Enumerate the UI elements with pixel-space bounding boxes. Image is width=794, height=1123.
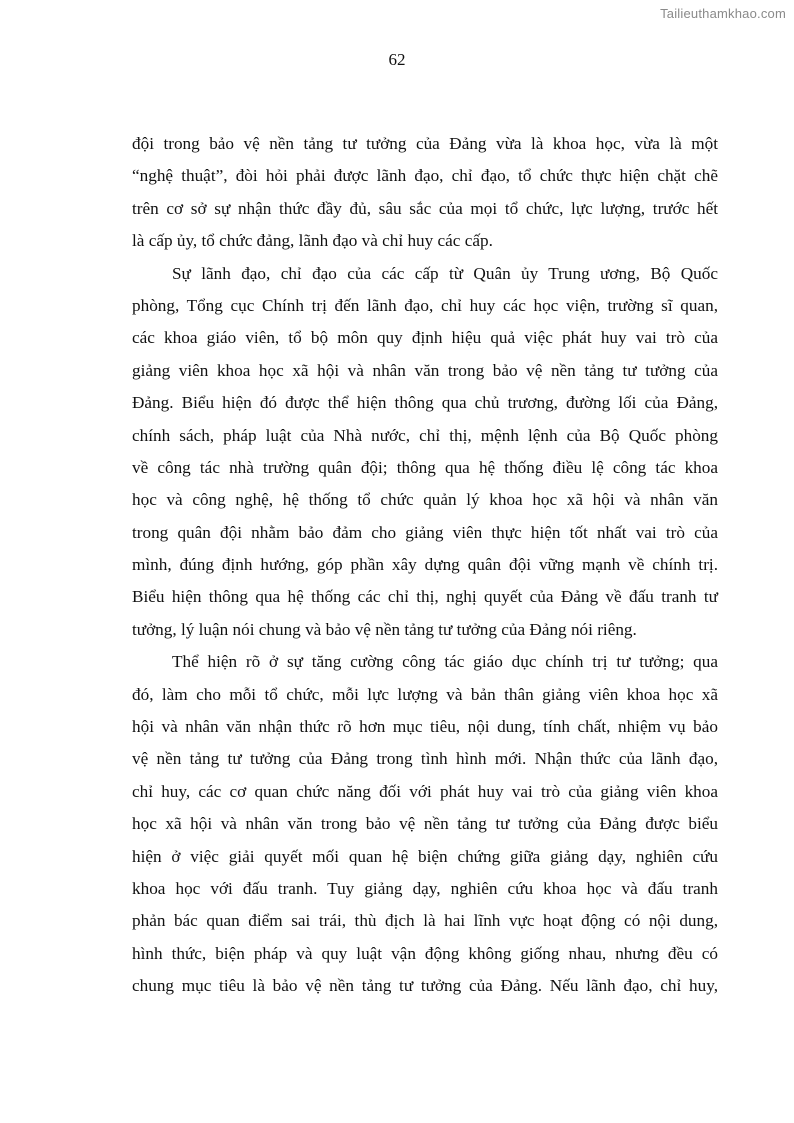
text-line: Sự lãnh đạo, chỉ đạo của các cấp từ Quân ủy Trung ương, Bộ Quốc xyxy=(172,263,718,283)
text-line: Đảng. Biểu hiện đó được thể hiện thông qua chủ trương, đường lối của Đảng, xyxy=(132,393,718,413)
paragraph-2 xyxy=(132,258,718,647)
text-line: phòng, Tổng cục Chính trị đến lãnh đạo, chỉ huy các học viện, trường sĩ quan, xyxy=(132,295,718,315)
text-line: vệ nền tảng tư tưởng của Đảng trong tình hình mới. Nhận thức của lãnh đạo, xyxy=(132,749,718,769)
text-line: “nghệ thuật”, đòi hỏi phải được lãnh đạo, chỉ đạo, tổ chức thực hiện chặt chẽ xyxy=(132,166,718,186)
text-line: phản bác quan điểm sai trái, thù địch là hai lĩnh vực hoạt động có nội dung, xyxy=(132,911,718,931)
text-line: chỉ huy, các cơ quan chức năng đối với phát huy vai trò của giảng viên khoa xyxy=(132,781,718,801)
watermark-text: Tailieuthamkhao.com xyxy=(660,6,786,21)
paragraph-3 xyxy=(132,646,718,1002)
text-line: về công tác nhà trường quân đội; thông qua hệ thống điều lệ công tác khoa xyxy=(132,457,718,477)
text-line: là cấp ủy, tổ chức đảng, lãnh đạo và chỉ huy các cấp. xyxy=(132,231,493,251)
page-number: 62 xyxy=(388,50,406,69)
text-line: mình, đúng định hướng, góp phần xây dựng quân đội vững mạnh về chính trị. xyxy=(132,555,718,575)
text-line: trong quân đội nhằm bảo đảm cho giảng viên thực hiện tốt nhất vai trò của xyxy=(132,522,718,542)
text-line: hình thức, biện pháp và quy luật vận động không giống nhau, nhưng đều có xyxy=(132,943,718,963)
text-line: hiện ở việc giải quyết mối quan hệ biện chứng giữa giảng dạy, nghiên cứu xyxy=(132,846,718,866)
document-body xyxy=(132,128,718,1003)
text-line: khoa học với đấu tranh. Tuy giảng dạy, nghiên cứu khoa học và đấu tranh xyxy=(132,878,718,898)
text-line: tưởng, lý luận nói chung và bảo vệ nền tảng tư tưởng của Đảng nói riêng. xyxy=(132,619,637,639)
text-line: các khoa giáo viên, tổ bộ môn quy định hiệu quả việc phát huy vai trò của xyxy=(132,328,718,348)
text-line: trên cơ sở sự nhận thức đầy đủ, sâu sắc của mọi tổ chức, lực lượng, trước hết xyxy=(132,198,718,218)
text-line: chung mục tiêu là bảo vệ nền tảng tư tưởng của Đảng. Nếu lãnh đạo, chỉ huy, xyxy=(132,976,718,996)
text-line: đó, làm cho mỗi tổ chức, mỗi lực lượng và bản thân giảng viên khoa học xã xyxy=(132,684,718,704)
text-line: Thể hiện rõ ở sự tăng cường công tác giáo dục chính trị tư tưởng; qua xyxy=(172,652,718,672)
text-line: hội và nhân văn nhận thức rõ hơn mục tiêu, nội dung, tính chất, nhiệm vụ bảo xyxy=(132,717,718,737)
text-line: học xã hội và nhân văn trong bảo vệ nền tảng tư tưởng của Đảng được biểu xyxy=(132,814,718,834)
text-line: học và công nghệ, hệ thống tổ chức quản lý khoa học xã hội và nhân văn xyxy=(132,490,718,510)
text-line: giảng viên khoa học xã hội và nhân văn trong bảo vệ nền tảng tư tưởng của xyxy=(132,360,718,380)
text-line: Biểu hiện thông qua hệ thống các chỉ thị, nghị quyết của Đảng về đấu tranh tư xyxy=(132,587,718,607)
paragraph-1 xyxy=(132,128,718,258)
text-line: đội trong bảo vệ nền tảng tư tưởng của Đảng vừa là khoa học, vừa là một xyxy=(132,134,718,153)
text-line: chính sách, pháp luật của Nhà nước, chỉ thị, mệnh lệnh của Bộ Quốc phòng xyxy=(132,425,718,445)
